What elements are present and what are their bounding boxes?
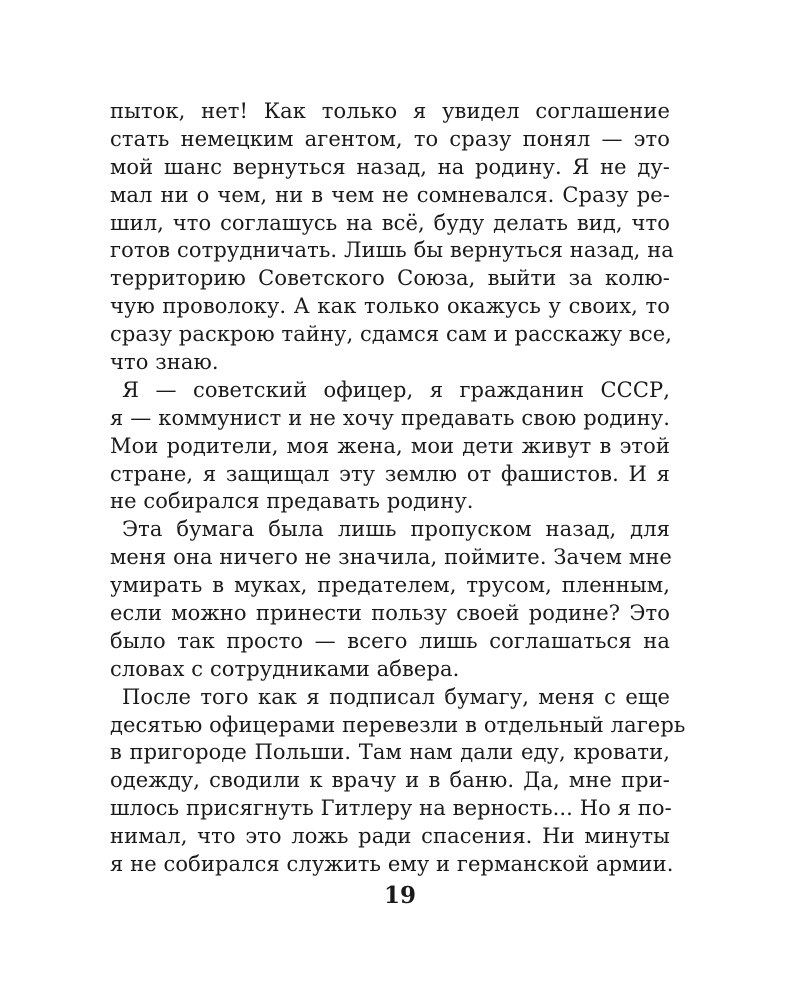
text-line: Я — советский офицер, я гражданин СССР, xyxy=(122,377,670,402)
text-line: После того как я подписал бумагу, меня с еще xyxy=(122,684,670,709)
text-line: пыток, нет! Как только я увидел соглашение xyxy=(110,99,670,123)
text-line: Мои родители, моя жена, мои дети живут в этой xyxy=(110,433,670,458)
text-line: мал ни о чем, ни в чем не сомневался. Сразу ре- xyxy=(110,182,670,207)
text-line: меня она ничего не значила, поймите. Зачем мне xyxy=(110,545,672,570)
text-line: умирать в муках, предателем, трусом, пленным, xyxy=(110,573,670,598)
text-line: я не собирался служить ему и германской армии. xyxy=(110,852,674,877)
text-line: не собирался предавать родину. xyxy=(110,489,474,514)
text-line: сразу раскрою тайну, сдамся сам и расскажу все, xyxy=(110,322,672,347)
text-line: чую проволоку. А как только окажусь у своих, то xyxy=(110,294,670,319)
text-line: я — коммунист и не хочу предавать свою родину. xyxy=(110,405,670,430)
text-line: шлось присягнуть Гитлеру на верность... Но я по- xyxy=(110,796,672,821)
page-number: 19 xyxy=(383,882,416,909)
text-line: в пригороде Польши. Там нам дали еду, кровати, xyxy=(110,740,670,765)
text-line: словах с сотрудниками абвера. xyxy=(110,656,460,681)
paragraph-4 xyxy=(110,684,686,879)
text-line: десятью офицерами перевезли в отдельный лагерь xyxy=(110,712,686,737)
page-body xyxy=(110,98,686,879)
text-line: если можно принести пользу своей родине? Это xyxy=(110,601,670,626)
text-line: стать немецким агентом, то сразу понял — это xyxy=(110,126,670,151)
text-line: одежду, сводили к врачу и в баню. Да, мне при- xyxy=(110,768,670,793)
paragraph-3 xyxy=(110,516,670,683)
text-line: было так просто — всего лишь соглашаться на xyxy=(110,628,670,653)
text-line: мой шанс вернуться назад, на родину. Я не ду- xyxy=(110,154,670,179)
paragraph-1 xyxy=(110,98,674,377)
text-line: нимал, что это ложь ради спасения. Ни минуты xyxy=(110,824,670,849)
text-line: шил, что соглашусь на всё, буду делать вид, что xyxy=(110,210,670,235)
text-line: стране, я защищал эту землю от фашистов. И я xyxy=(110,461,670,486)
text-line: Эта бумага была лишь пропуском назад, для xyxy=(122,517,670,542)
paragraph-2 xyxy=(110,377,670,516)
text-line: территорию Советского Союза, выйти за колю- xyxy=(110,266,670,291)
text-line: готов сотрудничать. Лишь бы вернуться назад, на xyxy=(110,238,674,263)
text-line: что знаю. xyxy=(110,350,219,375)
